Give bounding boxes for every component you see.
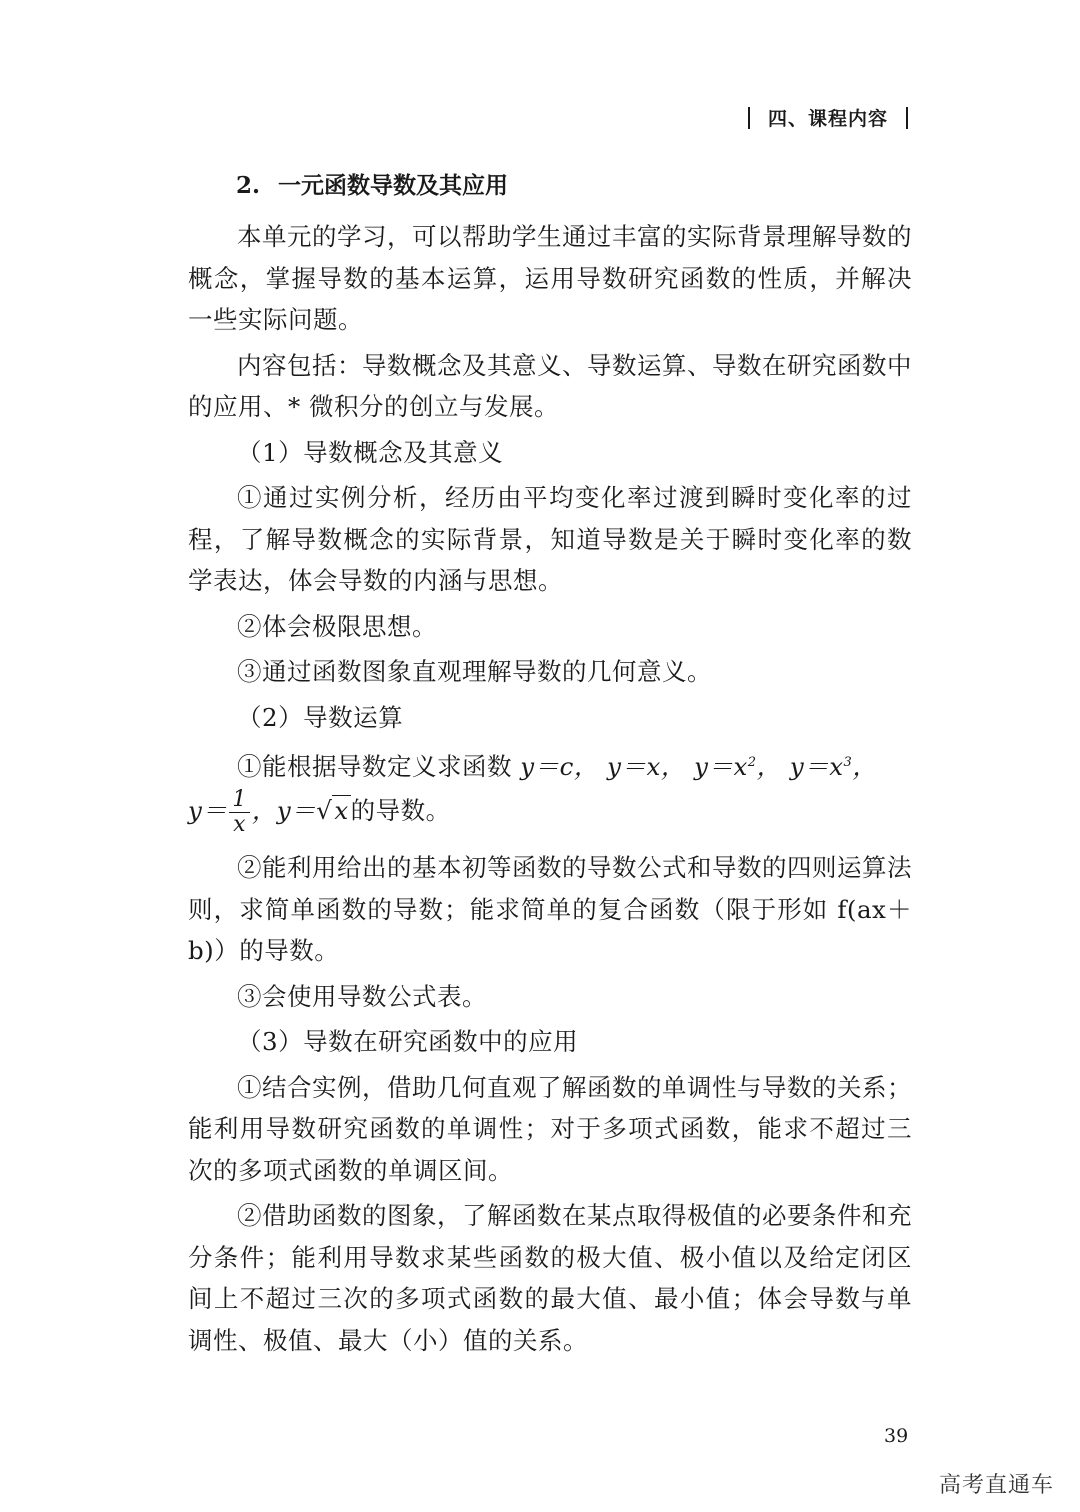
subsection-2-title: （2）导数运算	[237, 702, 404, 732]
formula-sqrt: ，y＝√x	[251, 795, 349, 825]
section-title: 一元函数导数及其应用	[278, 173, 509, 199]
section-heading	[236, 168, 912, 204]
header-divider-left	[748, 107, 750, 129]
header-section-title: 四、课程内容	[767, 108, 888, 130]
formula-square: $y=x^2$，	[694, 752, 782, 782]
watermark: 高考直通车	[938, 1473, 1054, 1498]
item-lead-text: ①能根据导数定义求函数	[237, 752, 512, 782]
subsection-1-item-2: ②体会极限思想。	[237, 611, 437, 641]
paragraph-content: 内容包括：导数概念及其意义、导数运算、导数在研究函数中的应用、* 微积分的创立与发展。	[188, 350, 912, 421]
paragraph-intro: 本单元的学习，可以帮助学生通过丰富的实际背景理解导数的概念，掌握导数的基本运算，运用导数研究函数的性质，并解决一些实际问题。	[188, 222, 912, 334]
subsection-1-title: （1）导数概念及其意义	[237, 437, 504, 467]
formula-constant: y＝c，	[520, 752, 599, 782]
subsection-1-item-3: ③通过函数图象直观理解导数的几何意义。	[237, 657, 712, 686]
section-number: 2.	[236, 172, 261, 199]
subsection-2-item-2: ②能利用给出的基本初等函数的导数公式和导数的四则运算法则，求简单函数的导数；能求简单的复合函数（限于形如 f(ax＋b)）的导数。	[188, 853, 912, 966]
subsection-3-item-2: ②借助函数的图象，了解函数在某点取得极值的必要条件和充分条件；能利用导数求某些函数的极大值、极小值以及给定闭区间上不超过三次的多项式函数的最大值、最小值；体会导数与单调性、极值、最大（小）值的关系。	[188, 1201, 912, 1355]
header-divider-right	[906, 107, 908, 129]
formula-reciprocal: y＝ $\frac{1}{x}$	[188, 796, 252, 825]
subsection-1-item-1: ①通过实例分析，经历由平均变化率过渡到瞬时变化率的过程，了解导数概念的实际背景，知道导数是关于瞬时变化率的数学表达，体会导数的内涵与思想。	[188, 483, 912, 595]
subsection-2-item-3: ③会使用导数公式表。	[237, 981, 487, 1011]
subsection-2-item-1	[188, 742, 912, 837]
running-header	[748, 104, 908, 131]
formula-identity: y＝x，	[607, 752, 686, 782]
formula-cube: $y=x^3$，	[789, 752, 878, 782]
page-body	[188, 168, 912, 1365]
subsection-3-title: （3）导数在研究函数中的应用	[237, 1027, 579, 1057]
page-number: 39	[884, 1425, 909, 1447]
subsection-3-item-1: ①结合实例，借助几何直观了解函数的单调性与导数的关系；能利用导数研究函数的单调性；对于多项式函数，能求不超过三次的多项式函数的单调区间。	[188, 1072, 912, 1185]
item-tail-text: 的导数。	[350, 795, 451, 825]
